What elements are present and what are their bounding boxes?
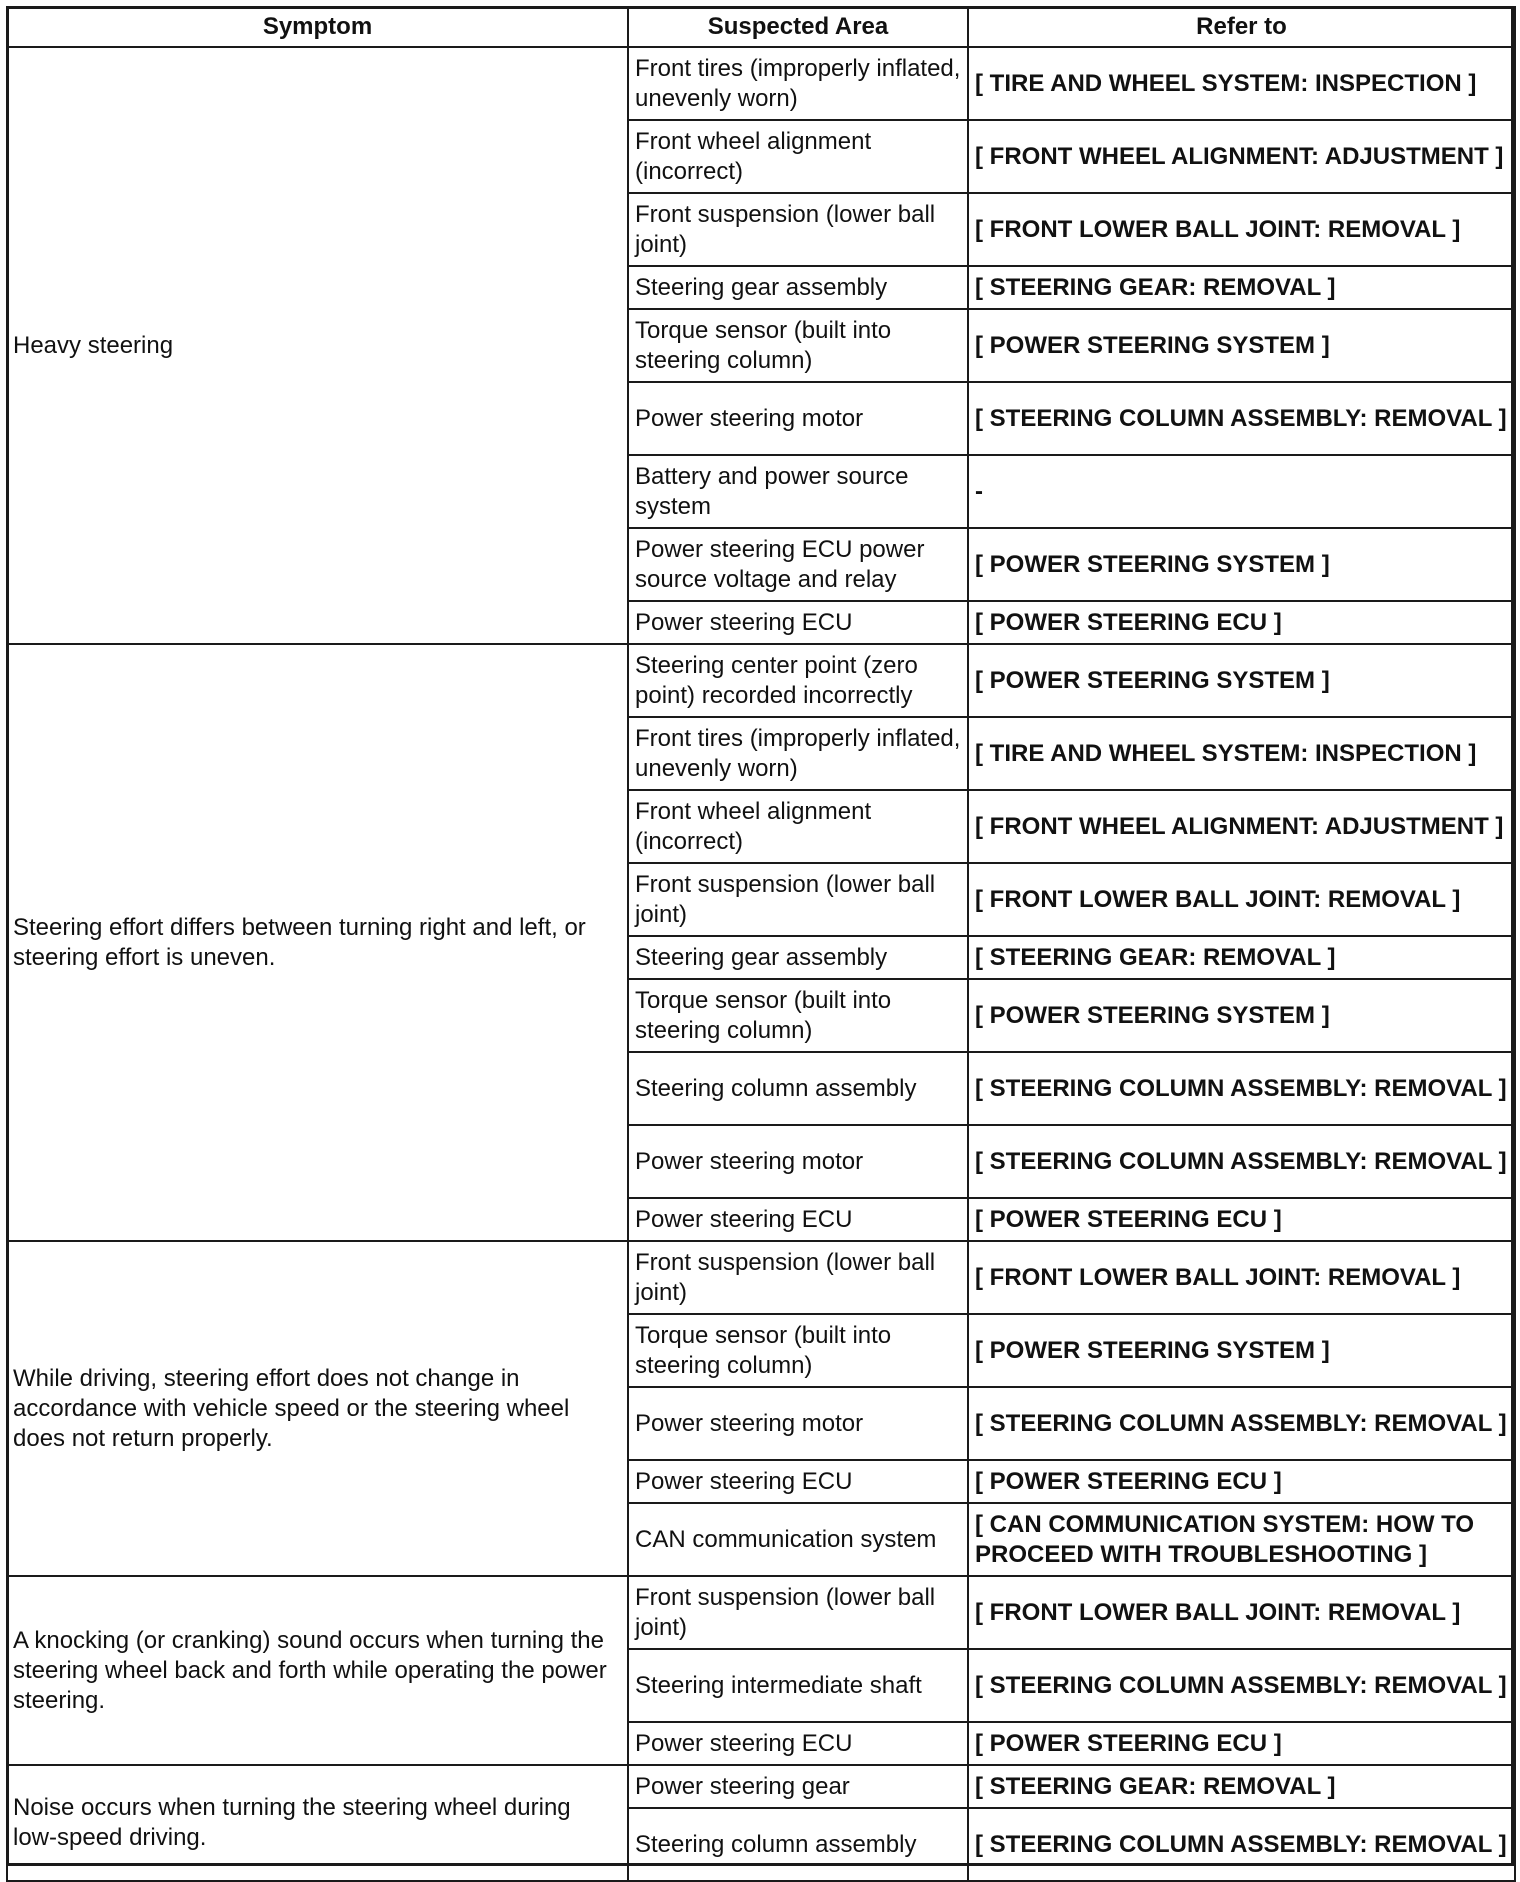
refer-to-cell: [ STEERING GEAR: REMOVAL ] xyxy=(968,1765,1515,1808)
suspected-area-cell: Steering gear assembly xyxy=(628,936,968,979)
refer-to-cell: [ FRONT LOWER BALL JOINT: REMOVAL ] xyxy=(968,193,1515,266)
table-row xyxy=(7,644,1515,717)
refer-to-cell: [ FRONT WHEEL ALIGNMENT: ADJUSTMENT ] xyxy=(968,790,1515,863)
troubleshooting-sheet xyxy=(6,6,1514,1866)
symptom-cell: Noise occurs when turning the steering wheel during low-speed driving. xyxy=(7,1765,628,1881)
refer-to-cell: [ TIRE AND WHEEL SYSTEM: INSPECTION ] xyxy=(968,717,1515,790)
refer-to-cell: - xyxy=(968,455,1515,528)
table-row xyxy=(7,47,1515,120)
refer-to-cell: [ POWER STEERING ECU ] xyxy=(968,1460,1515,1503)
refer-to-cell: [ POWER STEERING ECU ] xyxy=(968,601,1515,644)
refer-to-cell: [ POWER STEERING SYSTEM ] xyxy=(968,309,1515,382)
suspected-area-cell: Power steering ECU xyxy=(628,1460,968,1503)
refer-to-cell: [ FRONT LOWER BALL JOINT: REMOVAL ] xyxy=(968,863,1515,936)
refer-to-cell: [ POWER STEERING SYSTEM ] xyxy=(968,644,1515,717)
refer-to-cell: [ POWER STEERING SYSTEM ] xyxy=(968,1314,1515,1387)
table-row xyxy=(7,1241,1515,1314)
refer-to-cell: [ POWER STEERING SYSTEM ] xyxy=(968,979,1515,1052)
refer-to-cell: [ STEERING COLUMN ASSEMBLY: REMOVAL ] xyxy=(968,1808,1515,1881)
refer-to-cell: [ STEERING COLUMN ASSEMBLY: REMOVAL ] xyxy=(968,1649,1515,1722)
suspected-area-cell: Power steering motor xyxy=(628,1125,968,1198)
suspected-area-cell: Power steering ECU xyxy=(628,1722,968,1765)
suspected-area-cell: Power steering ECU xyxy=(628,601,968,644)
suspected-area-cell: Front wheel alignment (incorrect) xyxy=(628,790,968,863)
refer-to-cell: [ STEERING COLUMN ASSEMBLY: REMOVAL ] xyxy=(968,1387,1515,1460)
refer-to-cell: [ POWER STEERING ECU ] xyxy=(968,1722,1515,1765)
refer-to-cell: [ POWER STEERING SYSTEM ] xyxy=(968,528,1515,601)
suspected-area-cell: Power steering motor xyxy=(628,382,968,455)
header-row xyxy=(7,7,1515,47)
refer-to-cell: [ STEERING COLUMN ASSEMBLY: REMOVAL ] xyxy=(968,1125,1515,1198)
refer-to-cell: [ STEERING GEAR: REMOVAL ] xyxy=(968,266,1515,309)
header-suspected-area: Suspected Area xyxy=(628,7,968,47)
refer-to-cell: [ POWER STEERING ECU ] xyxy=(968,1198,1515,1241)
suspected-area-cell: CAN communication system xyxy=(628,1503,968,1576)
header-refer-to: Refer to xyxy=(968,7,1515,47)
suspected-area-cell: Torque sensor (built into steering column) xyxy=(628,1314,968,1387)
header-symptom: Symptom xyxy=(7,7,628,47)
suspected-area-cell: Steering column assembly xyxy=(628,1808,968,1881)
suspected-area-cell: Front suspension (lower ball joint) xyxy=(628,1576,968,1649)
suspected-area-cell: Front wheel alignment (incorrect) xyxy=(628,120,968,193)
suspected-area-cell: Front tires (improperly inflated, unevenly worn) xyxy=(628,47,968,120)
suspected-area-cell: Front suspension (lower ball joint) xyxy=(628,863,968,936)
table-row xyxy=(7,1576,1515,1649)
suspected-area-cell: Battery and power source system xyxy=(628,455,968,528)
suspected-area-cell: Steering intermediate shaft xyxy=(628,1649,968,1722)
table-body xyxy=(7,47,1515,1881)
suspected-area-cell: Torque sensor (built into steering column) xyxy=(628,979,968,1052)
symptom-cell: Heavy steering xyxy=(7,47,628,644)
suspected-area-cell: Front suspension (lower ball joint) xyxy=(628,1241,968,1314)
suspected-area-cell: Power steering ECU power source voltage and relay xyxy=(628,528,968,601)
refer-to-cell: [ STEERING COLUMN ASSEMBLY: REMOVAL ] xyxy=(968,382,1515,455)
refer-to-cell: [ CAN COMMUNICATION SYSTEM: HOW TO PROCEED WITH TROUBLESHOOTING ] xyxy=(968,1503,1515,1576)
suspected-area-cell: Power steering gear xyxy=(628,1765,968,1808)
refer-to-cell: [ FRONT LOWER BALL JOINT: REMOVAL ] xyxy=(968,1576,1515,1649)
refer-to-cell: [ TIRE AND WHEEL SYSTEM: INSPECTION ] xyxy=(968,47,1515,120)
suspected-area-cell: Steering center point (zero point) recorded incorrectly xyxy=(628,644,968,717)
refer-to-cell: [ FRONT LOWER BALL JOINT: REMOVAL ] xyxy=(968,1241,1515,1314)
suspected-area-cell: Front suspension (lower ball joint) xyxy=(628,193,968,266)
suspected-area-cell: Power steering ECU xyxy=(628,1198,968,1241)
refer-to-cell: [ STEERING COLUMN ASSEMBLY: REMOVAL ] xyxy=(968,1052,1515,1125)
suspected-area-cell: Steering column assembly xyxy=(628,1052,968,1125)
suspected-area-cell: Power steering motor xyxy=(628,1387,968,1460)
suspected-area-cell: Steering gear assembly xyxy=(628,266,968,309)
refer-to-cell: [ STEERING GEAR: REMOVAL ] xyxy=(968,936,1515,979)
problem-symptoms-table xyxy=(6,6,1516,1882)
symptom-cell: Steering effort differs between turning right and left, or steering effort is uneven. xyxy=(7,644,628,1241)
suspected-area-cell: Torque sensor (built into steering column) xyxy=(628,309,968,382)
symptom-cell: A knocking (or cranking) sound occurs when turning the steering wheel back and forth while operating the power steering. xyxy=(7,1576,628,1765)
suspected-area-cell: Front tires (improperly inflated, unevenly worn) xyxy=(628,717,968,790)
refer-to-cell: [ FRONT WHEEL ALIGNMENT: ADJUSTMENT ] xyxy=(968,120,1515,193)
symptom-cell: While driving, steering effort does not change in accordance with vehicle speed or the steering wheel does not return properly. xyxy=(7,1241,628,1576)
table-row xyxy=(7,1765,1515,1808)
